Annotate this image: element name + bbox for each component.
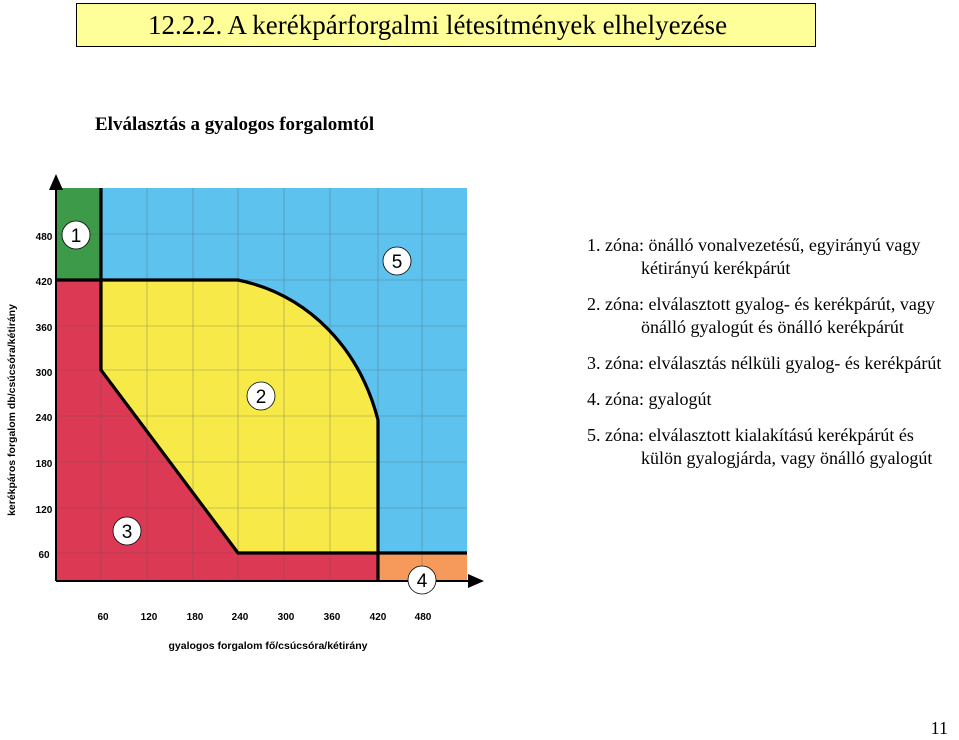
y-tick-label: 180 bbox=[35, 459, 53, 470]
zone-legend-item bbox=[587, 424, 952, 470]
zone-legend-item bbox=[587, 388, 952, 411]
zone-5-number: 5 bbox=[391, 252, 403, 273]
zone-legend-num: 2. bbox=[587, 294, 601, 314]
x-axis-arrow bbox=[468, 574, 484, 588]
y-tick-label: 60 bbox=[38, 550, 50, 561]
zone-legend-text: zóna: elválasztott kialakítású kerékpárút és külön gyalogjárda, vagy önálló gyalogút bbox=[605, 425, 933, 468]
zone-2-marker bbox=[247, 382, 275, 410]
x-axis-label: gyalogos forgalom fő/csúcsóra/kétirány bbox=[168, 640, 368, 652]
y-tick-label: 300 bbox=[35, 368, 53, 379]
x-tick-label: 240 bbox=[231, 612, 249, 623]
y-tick-label: 360 bbox=[35, 323, 53, 334]
y-tick-label: 120 bbox=[35, 505, 53, 516]
zone-legend-item bbox=[587, 234, 952, 280]
zone-4-number: 4 bbox=[416, 571, 428, 592]
page-number: 11 bbox=[930, 718, 948, 738]
y-tick-label: 420 bbox=[35, 277, 53, 288]
page-title: 12.2.2. A kerékpárforgalmi létesítmények elhelyezése bbox=[76, 3, 816, 47]
zone-legend-text: zóna: elválasztás nélküli gyalog- és kerékpárút bbox=[605, 353, 942, 373]
zone-legend-text: zóna: elválasztott gyalog- és kerékpárút, vagy önálló gyalogút és önálló kerékpárút bbox=[605, 294, 935, 337]
x-tick-label: 480 bbox=[414, 612, 432, 623]
x-tick-label: 120 bbox=[140, 612, 158, 623]
zone-legend-item bbox=[587, 293, 952, 339]
x-tick-label: 300 bbox=[277, 612, 295, 623]
zone-diagram bbox=[0, 170, 500, 655]
y-axis-arrow bbox=[49, 174, 63, 190]
zone-legend-num: 4. bbox=[587, 389, 601, 409]
zone-legend-num: 5. bbox=[587, 425, 601, 445]
section-subtitle: Elválasztás a gyalogos forgalomtól bbox=[95, 114, 375, 135]
zone-4-marker bbox=[408, 566, 436, 594]
x-tick-label: 420 bbox=[369, 612, 387, 623]
y-axis-label: kerékpáros forgalom db/csúcsóra/kétirány bbox=[6, 304, 18, 516]
zone-1-marker bbox=[62, 221, 90, 249]
x-tick-labels bbox=[97, 612, 431, 623]
zone-3-number: 3 bbox=[121, 522, 133, 543]
zone-legend-list bbox=[587, 234, 952, 483]
zone-5-marker bbox=[383, 247, 411, 275]
y-tick-label: 240 bbox=[35, 413, 53, 424]
y-tick-label: 480 bbox=[35, 232, 53, 243]
zone-legend-num: 3. bbox=[587, 353, 601, 373]
zone-1-number: 1 bbox=[70, 226, 82, 247]
x-tick-label: 360 bbox=[323, 612, 341, 623]
zone-legend-item bbox=[587, 352, 952, 375]
zone-3-marker bbox=[113, 517, 141, 545]
x-tick-label: 180 bbox=[186, 612, 204, 623]
y-tick-labels bbox=[36, 232, 53, 561]
zone-legend-text: zóna: önálló vonalvezetésű, egyirányú vagy kétirányú kerékpárút bbox=[605, 235, 921, 278]
zone-legend-text: zóna: gyalogút bbox=[605, 389, 712, 409]
x-tick-label: 60 bbox=[97, 612, 109, 623]
zone-legend-num: 1. bbox=[587, 235, 601, 255]
zone-2-number: 2 bbox=[255, 387, 267, 408]
